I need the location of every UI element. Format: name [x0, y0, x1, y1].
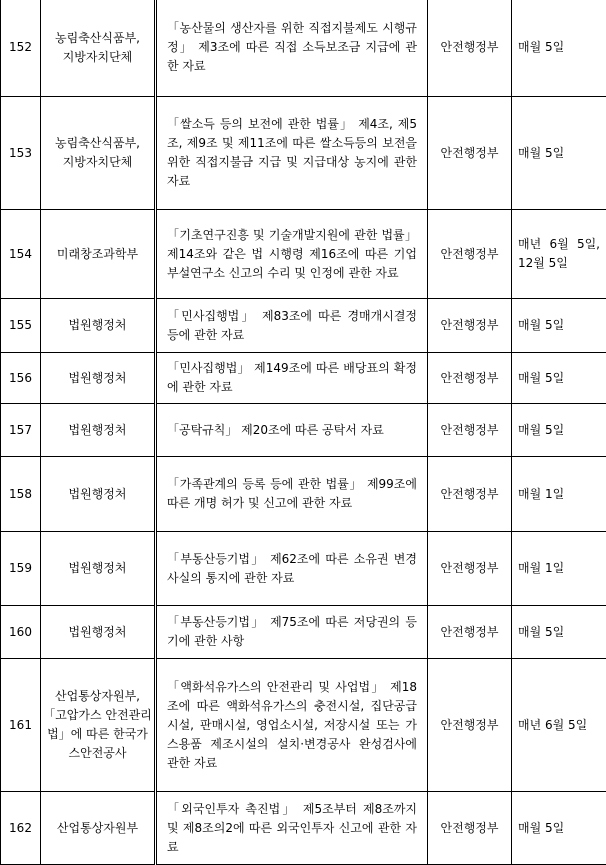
agency-cell: 안전행정부: [428, 0, 512, 97]
table-row: [1, 353, 606, 404]
table-row: [1, 532, 606, 606]
row-number: 158: [1, 457, 41, 532]
row-number: 155: [1, 299, 41, 353]
row-number: 152: [1, 0, 41, 97]
period-cell: 매년 6월 5일: [512, 659, 606, 792]
period-cell: 매월 5일: [512, 299, 606, 353]
period-cell: 매월 5일: [512, 404, 606, 457]
description-cell: 「가족관계의 등록 등에 관한 법률」 제99조에 따른 개명 허가 및 신고에 관한 자료: [156, 457, 428, 532]
org-cell: 법원행정처: [41, 404, 156, 457]
table-row: [1, 210, 606, 299]
period-cell: 매월 5일: [512, 97, 606, 210]
row-number: 156: [1, 353, 41, 404]
org-cell: 법원행정처: [41, 532, 156, 606]
description-cell: 「농산물의 생산자를 위한 직접지불제도 시행규정」 제3조에 따른 직접 소득보조금 지급에 관한 자료: [156, 0, 428, 97]
row-number: 154: [1, 210, 41, 299]
table-row: [1, 457, 606, 532]
org-cell: 산업통상자원부: [41, 792, 156, 865]
period-cell: 매년 6월 5일, 12월 5일: [512, 210, 606, 299]
description-cell: 「외국인투자 촉진법」 제5조부터 제8조까지 및 제8조의2에 따른 외국인투자 신고에 관한 자료: [156, 792, 428, 865]
agency-cell: 안전행정부: [428, 210, 512, 299]
agency-cell: 안전행정부: [428, 353, 512, 404]
row-number: 160: [1, 606, 41, 659]
period-cell: 매월 5일: [512, 353, 606, 404]
org-cell: 법원행정처: [41, 457, 156, 532]
description-cell: 「부동산등기법」 제75조에 따른 저당권의 등기에 관한 사항: [156, 606, 428, 659]
period-cell: 매월 5일: [512, 0, 606, 97]
org-cell: 미래창조과학부: [41, 210, 156, 299]
table-row: [1, 792, 606, 865]
period-cell: 매월 5일: [512, 792, 606, 865]
period-cell: 매월 1일: [512, 457, 606, 532]
table-row: [1, 606, 606, 659]
description-cell: 「부동산등기법」 제62조에 따른 소유권 변경 사실의 통지에 관한 자료: [156, 532, 428, 606]
description-cell: 「민사집행법」 제149조에 따른 배당표의 확정에 관한 자료: [156, 353, 428, 404]
agency-cell: 안전행정부: [428, 659, 512, 792]
org-cell: 농림축산식품부, 지방자치단체: [41, 97, 156, 210]
agency-cell: 안전행정부: [428, 457, 512, 532]
row-number: 161: [1, 659, 41, 792]
row-number: 162: [1, 792, 41, 865]
org-cell: 산업통상자원부, 「고압가스 안전관리법」에 따른 한국가스안전공사: [41, 659, 156, 792]
table-row: [1, 97, 606, 210]
org-cell: 법원행정처: [41, 353, 156, 404]
table-row: [1, 659, 606, 792]
table-row: [1, 0, 606, 97]
agency-cell: 안전행정부: [428, 97, 512, 210]
table-row: [1, 299, 606, 353]
org-cell: 농림축산식품부, 지방자치단체: [41, 0, 156, 97]
description-cell: 「공탁규칙」 제20조에 따른 공탁서 자료: [156, 404, 428, 457]
row-number: 159: [1, 532, 41, 606]
org-cell: 법원행정처: [41, 606, 156, 659]
org-cell: 법원행정처: [41, 299, 156, 353]
period-cell: 매월 1일: [512, 532, 606, 606]
agency-cell: 안전행정부: [428, 792, 512, 865]
agency-cell: 안전행정부: [428, 532, 512, 606]
row-number: 153: [1, 97, 41, 210]
row-number: 157: [1, 404, 41, 457]
description-cell: 「쌀소득 등의 보전에 관한 법률」 제4조, 제5조, 제9조 및 제11조에 따른 쌀소득등의 보전을 위한 직접지불금 지급 및 지급대상 농지에 관한 자료: [156, 97, 428, 210]
description-cell: 「액화석유가스의 안전관리 및 사업법」 제18조에 따른 액화석유가스의 충전시설, 집단공급시설, 판매시설, 영업소시설, 저장시설 또는 가스용품 제조시설의 설치·변경공사 완성검사에 관한 자료: [156, 659, 428, 792]
table-row: [1, 404, 606, 457]
agency-cell: 안전행정부: [428, 404, 512, 457]
agency-cell: 안전행정부: [428, 299, 512, 353]
description-cell: 「민사집행법」 제83조에 따른 경매개시결정 등에 관한 자료: [156, 299, 428, 353]
period-cell: 매월 5일: [512, 606, 606, 659]
description-cell: 「기초연구진흥 및 기술개발지원에 관한 법률」 제14조와 같은 법 시행령 제16조에 따른 기업부설연구소 신고의 수리 및 인정에 관한 자료: [156, 210, 428, 299]
agency-cell: 안전행정부: [428, 606, 512, 659]
